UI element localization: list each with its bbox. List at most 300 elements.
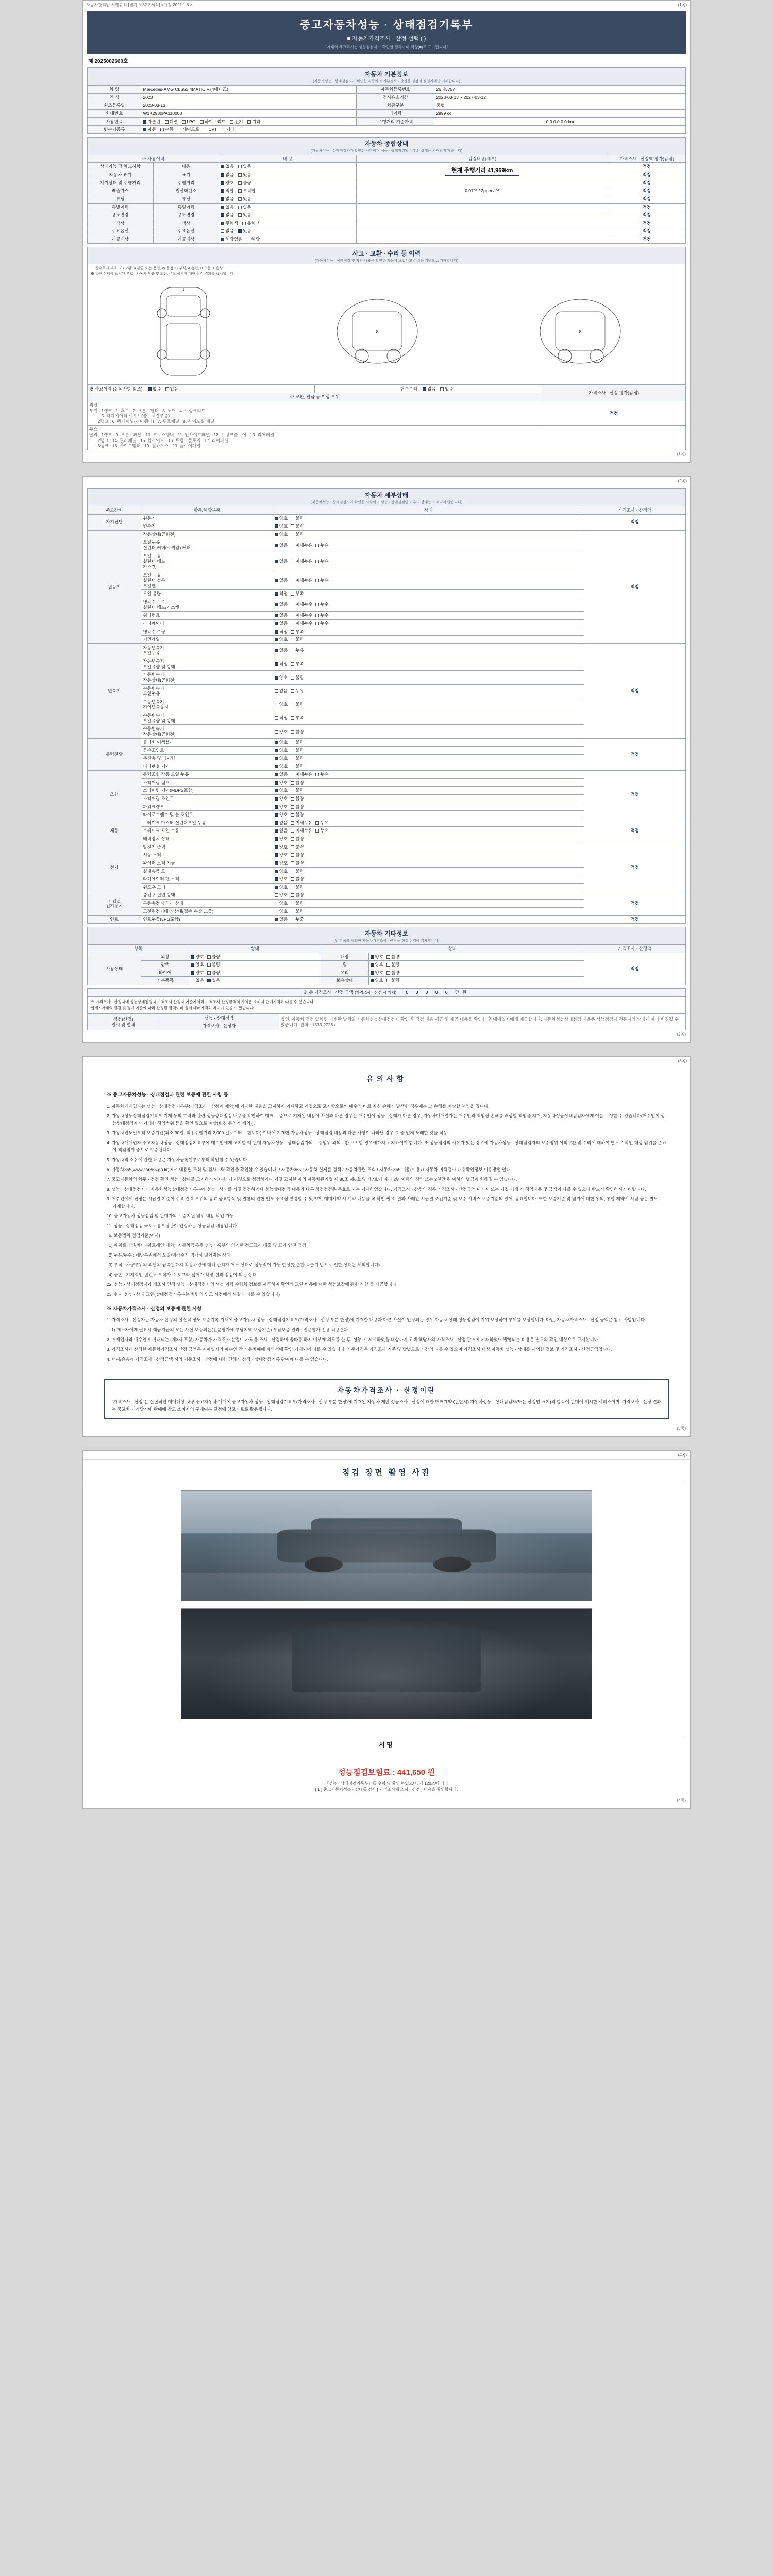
- part-state[interactable]: [273, 803, 584, 811]
- checkbox-icon[interactable]: [291, 765, 294, 768]
- checkbox-icon[interactable]: [275, 773, 278, 776]
- part-state[interactable]: [273, 787, 584, 795]
- opt-chromatic[interactable]: [242, 221, 260, 226]
- checkbox-icon[interactable]: [291, 579, 294, 582]
- part-state[interactable]: [273, 725, 584, 738]
- opt-good-1[interactable]: [221, 172, 233, 178]
- part-state[interactable]: [273, 827, 584, 835]
- checkbox-icon[interactable]: [291, 797, 294, 801]
- checkbox-icon[interactable]: [291, 614, 294, 617]
- checkbox-icon[interactable]: [207, 955, 211, 959]
- checkbox-icon[interactable]: [291, 592, 294, 596]
- checkbox-icon[interactable]: [221, 197, 224, 201]
- state-3-2-opt-0[interactable]: [275, 756, 288, 761]
- checkbox-icon[interactable]: [275, 730, 278, 734]
- state-2-6-opt-1[interactable]: [291, 729, 304, 735]
- checkbox-icon[interactable]: [238, 213, 242, 217]
- checkbox-icon[interactable]: [275, 765, 278, 768]
- checkbox-icon[interactable]: [275, 517, 278, 520]
- checkbox-icon[interactable]: [275, 902, 278, 905]
- part-state[interactable]: [273, 657, 584, 671]
- state-6-5-opt-1[interactable]: [291, 885, 304, 890]
- row-opts-4[interactable]: [219, 195, 357, 203]
- checkbox-icon[interactable]: [291, 829, 294, 833]
- state-7-2-opt-1[interactable]: [291, 909, 304, 914]
- checkbox-icon[interactable]: [275, 861, 278, 865]
- row-opts-1[interactable]: [219, 171, 357, 179]
- checkbox-icon[interactable]: [291, 902, 294, 905]
- checkbox-icon[interactable]: [275, 757, 278, 760]
- checkbox-icon[interactable]: [291, 877, 294, 881]
- state-7-0-opt-1[interactable]: [291, 892, 304, 898]
- part-state[interactable]: [273, 883, 584, 891]
- checkbox-icon[interactable]: [275, 813, 278, 817]
- checkbox-icon[interactable]: [291, 649, 294, 652]
- checkbox-icon[interactable]: [291, 893, 294, 897]
- checkbox-icon[interactable]: [275, 703, 278, 706]
- checkbox-icon[interactable]: [291, 837, 294, 841]
- trans-option-manual[interactable]: [160, 127, 173, 132]
- state-1-2-opt-2[interactable]: [315, 558, 328, 564]
- state-1-6-opt-2[interactable]: [315, 613, 328, 618]
- checkbox-icon[interactable]: [238, 189, 242, 193]
- opt-none-0[interactable]: [221, 164, 233, 170]
- part-state[interactable]: [273, 571, 584, 590]
- opt-bad-2[interactable]: [238, 180, 251, 186]
- part-state[interactable]: [273, 754, 584, 762]
- state-4-0-opt-2[interactable]: [315, 772, 328, 777]
- checkbox-icon[interactable]: [178, 128, 181, 131]
- checkbox-icon[interactable]: [386, 971, 390, 975]
- state-4-1-opt-1[interactable]: [291, 780, 304, 786]
- checkbox-icon[interactable]: [291, 789, 294, 792]
- state-1-1-opt-2[interactable]: [315, 543, 328, 548]
- opt-yes-5[interactable]: [238, 205, 251, 210]
- state-0-1-opt-1[interactable]: [291, 523, 304, 529]
- part-state[interactable]: [273, 843, 584, 851]
- part-state[interactable]: [273, 875, 584, 884]
- signature-line[interactable]: [386, 1752, 388, 1757]
- etc-b-1-opt-0[interactable]: [371, 962, 383, 968]
- part-state[interactable]: [273, 859, 584, 867]
- checkbox-icon[interactable]: [247, 238, 250, 241]
- state-1-9-opt-1[interactable]: [291, 637, 304, 642]
- checkbox-icon[interactable]: [291, 524, 294, 528]
- fuel-option-lpg[interactable]: [182, 119, 195, 125]
- checkbox-icon[interactable]: [275, 797, 278, 801]
- opt-none-5[interactable]: [221, 205, 233, 210]
- checkbox-icon[interactable]: [221, 229, 224, 233]
- simple-repair-cell[interactable]: [315, 385, 542, 393]
- state-5-0-opt-2[interactable]: [315, 820, 328, 826]
- checkbox-icon[interactable]: [315, 579, 319, 582]
- state-1-0-opt-0[interactable]: [275, 532, 288, 537]
- opt-none-8[interactable]: [221, 228, 233, 234]
- checkbox-icon[interactable]: [275, 614, 278, 617]
- checkbox-icon[interactable]: [291, 813, 294, 817]
- etc-state-1[interactable]: [189, 969, 321, 977]
- checkbox-icon[interactable]: [440, 387, 444, 391]
- repair-none[interactable]: [423, 386, 435, 392]
- checkbox-icon[interactable]: [315, 829, 319, 833]
- checkbox-icon[interactable]: [275, 638, 278, 641]
- state-1-7-opt-1[interactable]: [291, 621, 312, 626]
- checkbox-icon[interactable]: [291, 757, 294, 760]
- part-state[interactable]: [273, 900, 584, 908]
- fuel-option-etc[interactable]: [247, 119, 260, 125]
- checkbox-icon[interactable]: [275, 630, 278, 634]
- part-state[interactable]: [273, 671, 584, 684]
- checkbox-icon[interactable]: [275, 886, 278, 889]
- state-2-3-opt-1[interactable]: [291, 688, 304, 694]
- checkbox-icon[interactable]: [238, 181, 242, 185]
- checkbox-icon[interactable]: [221, 238, 224, 241]
- part-state[interactable]: [273, 711, 584, 725]
- etc-b-2-opt-1[interactable]: [386, 970, 399, 976]
- state-1-5-opt-0[interactable]: [275, 602, 288, 607]
- checkbox-icon[interactable]: [291, 676, 294, 680]
- opt-yes-9[interactable]: [247, 236, 260, 242]
- etc-a-2-opt-0[interactable]: [191, 970, 204, 976]
- opt-bad-1[interactable]: [238, 172, 251, 178]
- state-2-6-opt-0[interactable]: [275, 729, 288, 735]
- part-state[interactable]: [273, 698, 584, 711]
- state-4-2-opt-0[interactable]: [275, 788, 288, 793]
- part-state[interactable]: [273, 907, 584, 916]
- state-2-5-opt-1[interactable]: [291, 715, 304, 721]
- state-3-1-opt-0[interactable]: [275, 748, 288, 753]
- etc-state-2[interactable]: [368, 969, 584, 977]
- checkbox-icon[interactable]: [275, 579, 278, 582]
- fuel-option-hybrid[interactable]: [200, 119, 226, 125]
- fuel-options[interactable]: [141, 117, 357, 126]
- row-opts-6[interactable]: [219, 211, 357, 219]
- checkbox-icon[interactable]: [191, 971, 194, 975]
- part-state[interactable]: [273, 619, 584, 628]
- state-1-3-opt-2[interactable]: [315, 578, 328, 583]
- checkbox-icon[interactable]: [275, 649, 278, 652]
- etc-b-0-opt-0[interactable]: [371, 954, 383, 960]
- state-2-2-opt-0[interactable]: [275, 675, 288, 681]
- etc-state-2[interactable]: [368, 961, 584, 969]
- state-1-3-opt-1[interactable]: [291, 578, 312, 583]
- opt-achromatic[interactable]: [221, 221, 238, 226]
- checkbox-icon[interactable]: [242, 222, 246, 225]
- checkbox-icon[interactable]: [371, 971, 374, 975]
- part-state[interactable]: [273, 794, 584, 803]
- state-3-1-opt-1[interactable]: [291, 748, 304, 753]
- checkbox-icon[interactable]: [221, 206, 224, 209]
- state-3-2-opt-1[interactable]: [291, 756, 304, 761]
- part-state[interactable]: [273, 636, 584, 644]
- state-1-8-opt-1[interactable]: [291, 629, 304, 635]
- state-6-2-opt-1[interactable]: [291, 860, 304, 866]
- state-6-1-opt-0[interactable]: [275, 852, 288, 858]
- state-4-4-opt-1[interactable]: [291, 804, 304, 810]
- opt-yes-0[interactable]: [238, 164, 251, 170]
- row-opts-0[interactable]: [219, 163, 357, 171]
- state-6-0-opt-1[interactable]: [291, 844, 304, 850]
- row-opts-7[interactable]: [219, 219, 357, 227]
- checkbox-icon[interactable]: [148, 387, 152, 391]
- state-4-1-opt-0[interactable]: [275, 780, 288, 786]
- state-2-3-opt-0[interactable]: [275, 688, 288, 694]
- checkbox-icon[interactable]: [275, 749, 278, 752]
- part-state[interactable]: [273, 851, 584, 859]
- checkbox-icon[interactable]: [291, 781, 294, 785]
- checkbox-icon[interactable]: [204, 128, 207, 131]
- checkbox-icon[interactable]: [221, 173, 224, 177]
- state-1-7-opt-0[interactable]: [275, 621, 288, 626]
- checkbox-icon[interactable]: [291, 773, 294, 776]
- part-state[interactable]: [273, 552, 584, 571]
- checkbox-icon[interactable]: [200, 120, 204, 124]
- checkbox-icon[interactable]: [291, 603, 294, 606]
- checkbox-icon[interactable]: [221, 181, 224, 185]
- checkbox-icon[interactable]: [291, 918, 294, 921]
- checkbox-icon[interactable]: [291, 533, 294, 536]
- state-5-1-opt-1[interactable]: [291, 828, 312, 834]
- state-1-4-opt-1[interactable]: [291, 591, 304, 597]
- state-5-1-opt-2[interactable]: [315, 828, 328, 834]
- state-4-5-opt-0[interactable]: [275, 812, 288, 818]
- part-state[interactable]: [273, 916, 584, 924]
- checkbox-icon[interactable]: [222, 128, 225, 131]
- checkbox-icon[interactable]: [207, 979, 211, 982]
- opt-fail-3[interactable]: [238, 188, 256, 194]
- checkbox-icon[interactable]: [275, 789, 278, 792]
- checkbox-icon[interactable]: [291, 560, 294, 563]
- fuel-option-electric[interactable]: [230, 119, 243, 125]
- state-7-0-opt-0[interactable]: [275, 892, 288, 898]
- state-8-0-opt-1[interactable]: [291, 917, 304, 922]
- opt-yes-6[interactable]: [238, 212, 251, 218]
- part-state[interactable]: [273, 522, 584, 531]
- checkbox-icon[interactable]: [291, 662, 294, 666]
- state-1-2-opt-1[interactable]: [291, 558, 312, 564]
- checkbox-icon[interactable]: [238, 229, 242, 233]
- checkbox-icon[interactable]: [191, 963, 194, 967]
- checkbox-icon[interactable]: [165, 387, 169, 391]
- opt-na-9[interactable]: [221, 236, 242, 242]
- checkbox-icon[interactable]: [275, 603, 278, 606]
- etc-b-3-opt-0[interactable]: [371, 978, 383, 984]
- part-state[interactable]: [273, 867, 584, 875]
- state-3-3-opt-1[interactable]: [291, 764, 304, 769]
- state-1-1-opt-1[interactable]: [291, 543, 312, 548]
- checkbox-icon[interactable]: [291, 689, 294, 693]
- checkbox-icon[interactable]: [182, 120, 186, 124]
- state-3-3-opt-0[interactable]: [275, 764, 288, 769]
- checkbox-icon[interactable]: [371, 979, 374, 982]
- etc-a-0-opt-1[interactable]: [207, 954, 220, 960]
- checkbox-icon[interactable]: [386, 955, 390, 959]
- checkbox-icon[interactable]: [386, 979, 390, 982]
- state-6-2-opt-0[interactable]: [275, 860, 288, 866]
- state-2-1-opt-0[interactable]: [275, 661, 288, 667]
- part-state[interactable]: [273, 762, 584, 771]
- state-5-0-opt-1[interactable]: [291, 820, 312, 826]
- state-5-1-opt-0[interactable]: [275, 828, 288, 834]
- part-state[interactable]: [273, 590, 584, 598]
- checkbox-icon[interactable]: [238, 206, 242, 209]
- etc-state-1[interactable]: [189, 977, 321, 985]
- checkbox-icon[interactable]: [275, 592, 278, 596]
- opt-yes-8[interactable]: [238, 228, 251, 234]
- state-2-0-opt-0[interactable]: [275, 648, 288, 653]
- part-state[interactable]: [273, 530, 584, 538]
- checkbox-icon[interactable]: [143, 128, 146, 131]
- checkbox-icon[interactable]: [275, 533, 278, 536]
- state-1-6-opt-0[interactable]: [275, 613, 288, 618]
- checkbox-icon[interactable]: [238, 197, 242, 201]
- state-1-2-opt-0[interactable]: [275, 558, 288, 564]
- transmission-options[interactable]: [141, 126, 686, 134]
- checkbox-icon[interactable]: [221, 222, 224, 225]
- state-4-3-opt-1[interactable]: [291, 796, 304, 802]
- checkbox-icon[interactable]: [275, 781, 278, 785]
- row-opts-8[interactable]: [219, 227, 357, 235]
- state-6-0-opt-0[interactable]: [275, 844, 288, 850]
- checkbox-icon[interactable]: [275, 877, 278, 881]
- state-2-4-opt-0[interactable]: [275, 702, 288, 707]
- checkbox-icon[interactable]: [165, 120, 169, 124]
- checkbox-icon[interactable]: [291, 622, 294, 625]
- checkbox-icon[interactable]: [230, 120, 233, 124]
- checkbox-icon[interactable]: [315, 622, 319, 625]
- state-4-0-opt-1[interactable]: [291, 772, 312, 777]
- checkbox-icon[interactable]: [143, 120, 146, 124]
- accident-none[interactable]: [148, 386, 161, 392]
- state-2-5-opt-0[interactable]: [275, 715, 288, 721]
- checkbox-icon[interactable]: [315, 544, 319, 547]
- state-2-0-opt-1[interactable]: [291, 648, 304, 653]
- state-4-3-opt-0[interactable]: [275, 796, 288, 802]
- part-state[interactable]: [273, 538, 584, 552]
- checkbox-icon[interactable]: [160, 128, 164, 131]
- checkbox-icon[interactable]: [291, 845, 294, 849]
- state-1-0-opt-1[interactable]: [291, 532, 304, 537]
- etc-state-1[interactable]: [189, 961, 321, 969]
- etc-a-0-opt-0[interactable]: [191, 954, 204, 960]
- checkbox-icon[interactable]: [291, 630, 294, 634]
- checkbox-icon[interactable]: [191, 955, 194, 959]
- etc-a-3-opt-1[interactable]: [207, 978, 220, 984]
- state-0-0-opt-0[interactable]: [275, 516, 288, 521]
- checkbox-icon[interactable]: [291, 517, 294, 520]
- opt-pass-3[interactable]: [221, 188, 233, 194]
- checkbox-icon[interactable]: [238, 173, 242, 177]
- row-opts-5[interactable]: [219, 203, 357, 211]
- checkbox-icon[interactable]: [291, 730, 294, 734]
- part-state[interactable]: [273, 771, 584, 779]
- etc-b-2-opt-0[interactable]: [371, 970, 383, 976]
- state-1-1-opt-0[interactable]: [275, 543, 288, 548]
- row-opts-9[interactable]: [219, 235, 357, 244]
- part-state[interactable]: [273, 811, 584, 819]
- state-6-3-opt-0[interactable]: [275, 869, 288, 874]
- opt-none-6[interactable]: [221, 212, 233, 218]
- trans-option-auto[interactable]: [143, 127, 156, 132]
- checkbox-icon[interactable]: [221, 213, 224, 217]
- part-state[interactable]: [273, 747, 584, 755]
- state-5-2-opt-1[interactable]: [291, 836, 304, 842]
- etc-state-2[interactable]: [368, 953, 584, 961]
- state-1-5-opt-2[interactable]: [315, 602, 328, 607]
- checkbox-icon[interactable]: [275, 662, 278, 666]
- fuel-option-diesel[interactable]: [165, 119, 178, 125]
- state-4-4-opt-0[interactable]: [275, 804, 288, 810]
- state-8-0-opt-0[interactable]: [275, 917, 288, 922]
- checkbox-icon[interactable]: [221, 165, 224, 168]
- checkbox-icon[interactable]: [207, 963, 211, 967]
- repair-yes[interactable]: [440, 386, 453, 392]
- checkbox-icon[interactable]: [315, 560, 319, 563]
- etc-b-3-opt-1[interactable]: [386, 978, 399, 984]
- part-state[interactable]: [273, 643, 584, 657]
- part-state[interactable]: [273, 598, 584, 612]
- checkbox-icon[interactable]: [291, 638, 294, 641]
- part-state[interactable]: [273, 628, 584, 636]
- checkbox-icon[interactable]: [275, 853, 278, 857]
- checkbox-icon[interactable]: [315, 614, 319, 617]
- checkbox-icon[interactable]: [275, 910, 278, 913]
- opt-none-4[interactable]: [221, 196, 233, 202]
- state-1-4-opt-0[interactable]: [275, 591, 288, 597]
- checkbox-icon[interactable]: [291, 805, 294, 809]
- state-5-2-opt-0[interactable]: [275, 836, 288, 842]
- etc-a-1-opt-1[interactable]: [207, 962, 220, 968]
- checkbox-icon[interactable]: [291, 741, 294, 744]
- state-1-7-opt-2[interactable]: [315, 621, 328, 626]
- part-state[interactable]: [273, 684, 584, 698]
- checkbox-icon[interactable]: [423, 387, 426, 391]
- state-4-0-opt-0[interactable]: [275, 772, 288, 777]
- state-7-2-opt-0[interactable]: [275, 909, 288, 914]
- checkbox-icon[interactable]: [291, 749, 294, 752]
- checkbox-icon[interactable]: [191, 979, 194, 982]
- state-3-0-opt-0[interactable]: [275, 740, 288, 745]
- checkbox-icon[interactable]: [291, 544, 294, 547]
- checkbox-icon[interactable]: [291, 861, 294, 865]
- state-7-1-opt-1[interactable]: [291, 901, 304, 906]
- part-state[interactable]: [273, 891, 584, 900]
- checkbox-icon[interactable]: [207, 971, 211, 975]
- checkbox-icon[interactable]: [371, 963, 374, 967]
- state-6-3-opt-1[interactable]: [291, 869, 304, 874]
- checkbox-icon[interactable]: [275, 560, 278, 563]
- part-state[interactable]: [273, 819, 584, 827]
- part-state[interactable]: [273, 835, 584, 843]
- checkbox-icon[interactable]: [275, 893, 278, 897]
- etc-state-1[interactable]: [189, 953, 321, 961]
- checkbox-icon[interactable]: [315, 603, 319, 606]
- state-1-9-opt-0[interactable]: [275, 637, 288, 642]
- signature-row[interactable]: [83, 1750, 690, 1761]
- etc-b-0-opt-1[interactable]: [386, 954, 399, 960]
- state-7-1-opt-0[interactable]: [275, 901, 288, 906]
- state-0-1-opt-0[interactable]: [275, 523, 288, 529]
- checkbox-icon[interactable]: [275, 805, 278, 809]
- checkbox-icon[interactable]: [275, 716, 278, 720]
- trans-option-cvt[interactable]: [204, 127, 217, 132]
- row-opts-2[interactable]: [219, 179, 357, 187]
- checkbox-icon[interactable]: [275, 837, 278, 841]
- state-2-1-opt-1[interactable]: [291, 661, 304, 667]
- etc-b-1-opt-1[interactable]: [386, 962, 399, 968]
- checkbox-icon[interactable]: [291, 821, 294, 825]
- checkbox-icon[interactable]: [315, 773, 319, 776]
